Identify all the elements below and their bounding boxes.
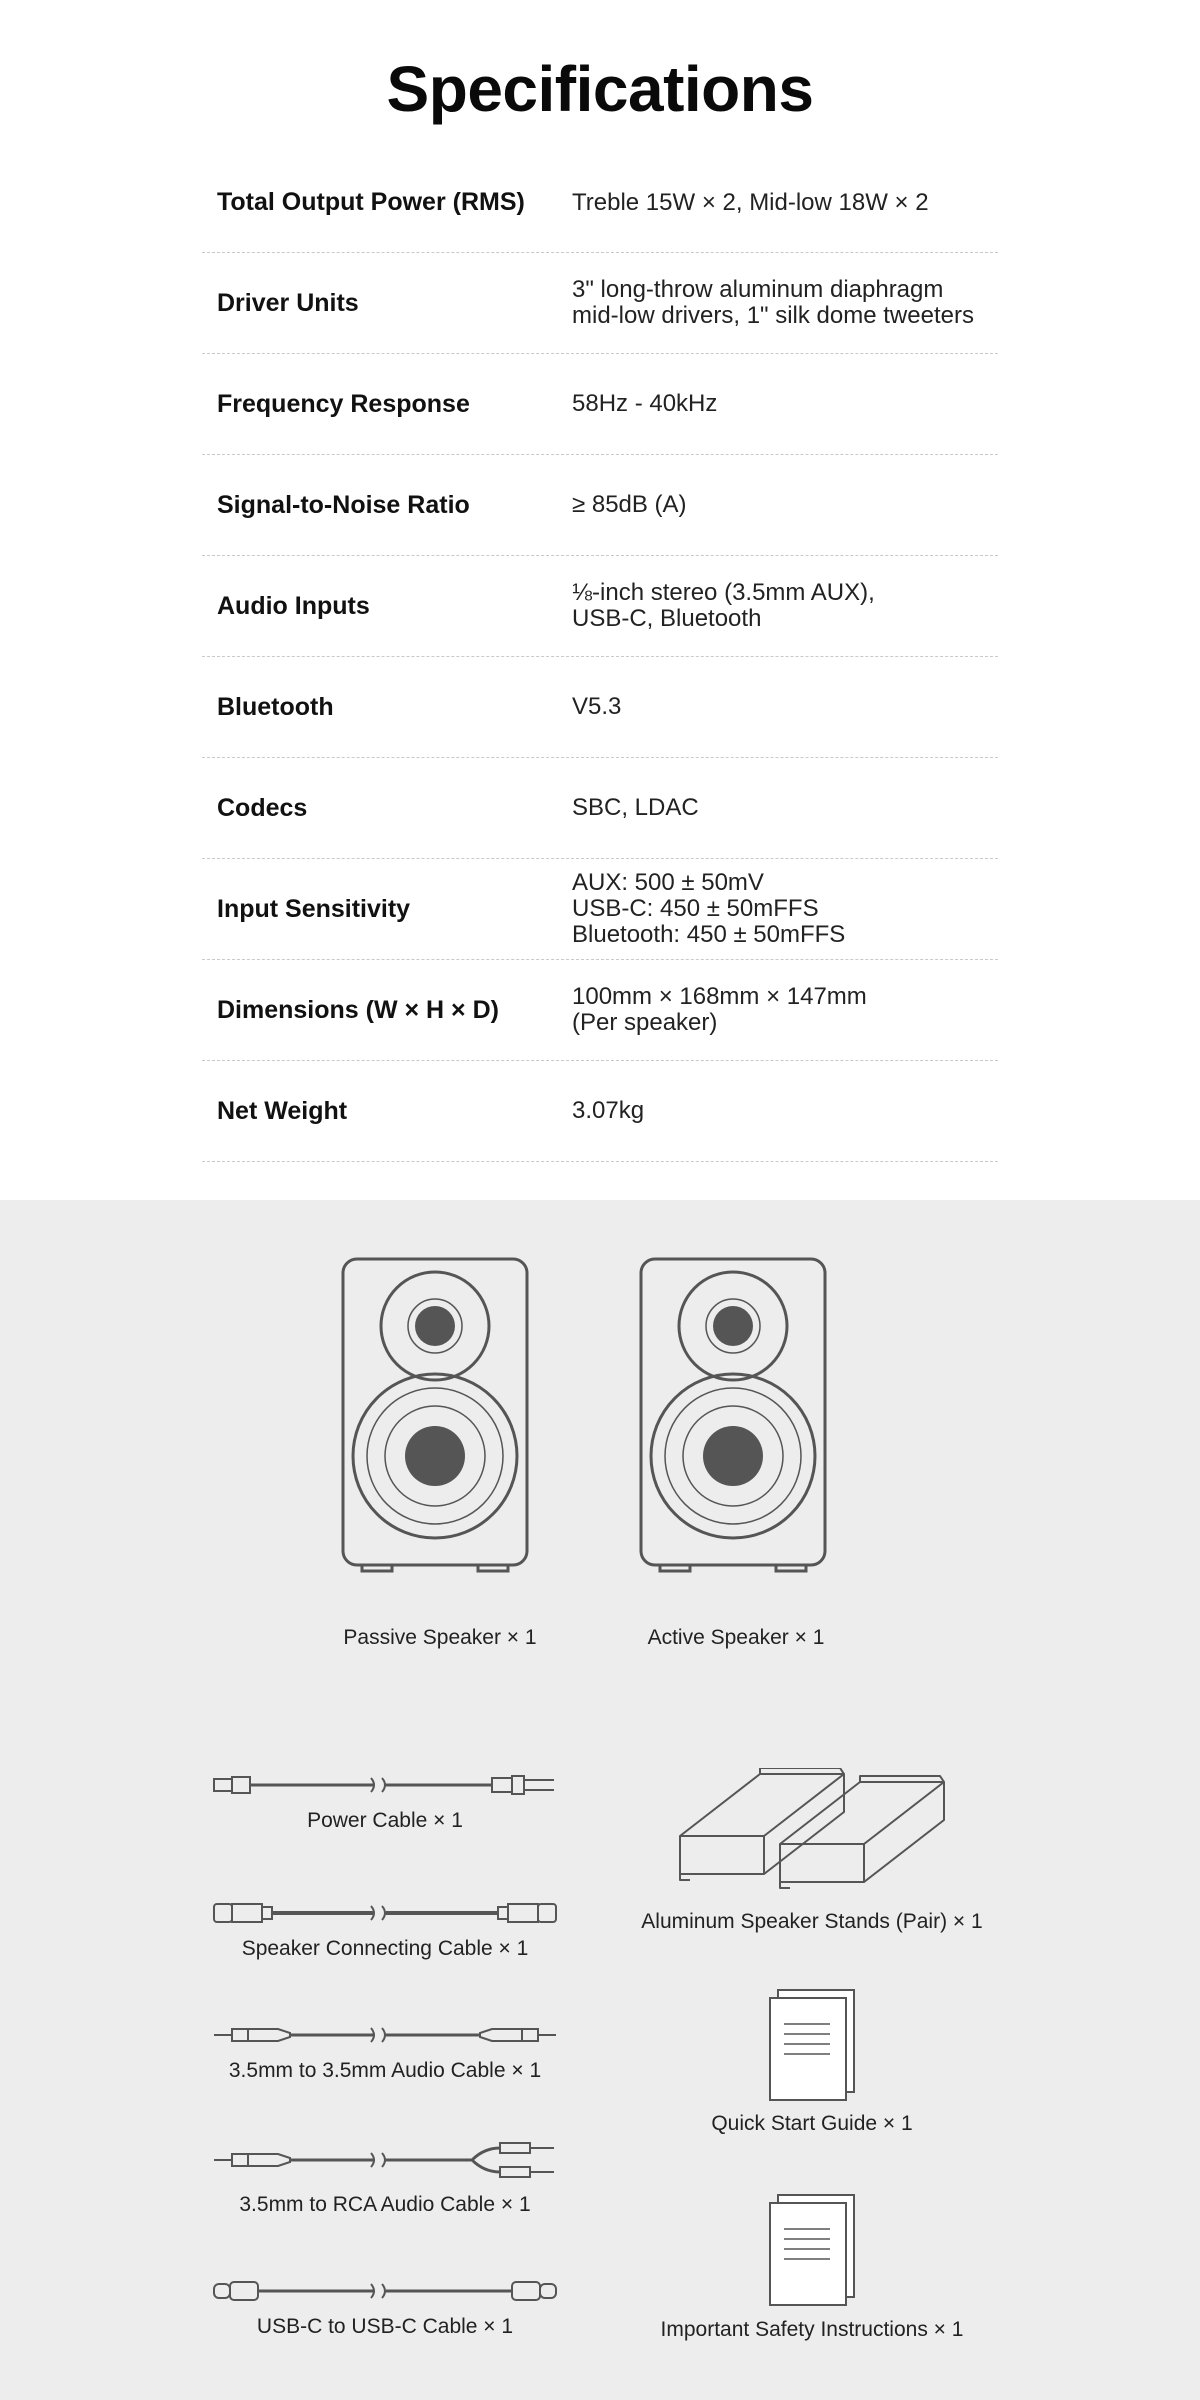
passive-speaker-icon	[340, 1256, 540, 1576]
page-title: Specifications	[386, 53, 814, 125]
speaker-cable-label: Speaker Connecting Cable × 1	[241, 1937, 529, 1960]
spec-value: Treble 15W × 2, Mid-low 18W × 2	[572, 188, 929, 216]
spec-label: Signal-to-Noise Ratio	[217, 490, 470, 519]
spec-label: Audio Inputs	[217, 591, 370, 620]
safety-instructions-icon	[768, 2193, 858, 2307]
spec-value: SBC, LDAC	[572, 794, 699, 821]
spec-value: ⅛-inch stereo (3.5mm AUX), USB-C, Bluetooth	[572, 579, 875, 632]
spec-value: ≥ 85dB (A)	[572, 491, 687, 518]
aux-cable-icon	[210, 2020, 560, 2050]
spec-row	[202, 859, 998, 960]
usbc-cable-label: USB-C to USB-C Cable × 1	[256, 2315, 514, 2338]
quick-start-label: Quick Start Guide × 1	[711, 2112, 913, 2135]
spec-table	[202, 153, 998, 1162]
usbc-cable-icon	[210, 2276, 560, 2306]
safety-label: Important Safety Instructions × 1	[660, 2318, 964, 2341]
speaker-cable-icon	[210, 1898, 560, 1928]
spec-value: 100mm × 168mm × 147mm (Per speaker)	[572, 983, 867, 1036]
aux-cable-label: 3.5mm to 3.5mm Audio Cable × 1	[228, 2059, 542, 2082]
spec-label: Codecs	[217, 793, 308, 822]
active-speaker-icon	[638, 1256, 838, 1576]
power-cable-label: Power Cable × 1	[307, 1809, 463, 1832]
spec-value: AUX: 500 ± 50mV USB-C: 450 ± 50mFFS Bluetooth: 450 ± 50mFFS	[572, 869, 846, 948]
spec-label: Dimensions (W × H × D)	[217, 995, 499, 1024]
spec-row	[202, 455, 998, 556]
rca-cable-icon	[210, 2140, 560, 2180]
speaker-stands-icon	[676, 1768, 952, 1900]
spec-label: Net Weight	[217, 1096, 348, 1125]
spec-value: 3.07kg	[572, 1097, 645, 1124]
rca-cable-label: 3.5mm to RCA Audio Cable × 1	[239, 2193, 531, 2216]
spec-row	[202, 1061, 998, 1162]
spec-label: Bluetooth	[217, 692, 334, 721]
spec-label: Driver Units	[217, 288, 359, 317]
quick-start-guide-icon	[768, 1988, 858, 2102]
spec-row	[202, 153, 998, 253]
box-contents-section	[0, 1200, 1200, 2400]
passive-speaker-label: Passive Speaker × 1	[343, 1626, 537, 1649]
spec-value: V5.3	[572, 693, 622, 720]
spec-value: 3" long-throw aluminum diaphragm mid-low drivers, 1" silk dome tweeters	[572, 276, 974, 329]
power-cable-icon	[210, 1770, 560, 1800]
active-speaker-label: Active Speaker × 1	[647, 1626, 825, 1649]
spec-label: Frequency Response	[217, 389, 470, 418]
spec-label: Input Sensitivity	[217, 894, 411, 923]
spec-value: 58Hz - 40kHz	[572, 390, 718, 417]
spec-row	[202, 354, 998, 455]
spec-row	[202, 758, 998, 859]
stands-label: Aluminum Speaker Stands (Pair) × 1	[641, 1910, 983, 1933]
spec-row	[202, 556, 998, 657]
spec-label: Total Output Power (RMS)	[217, 188, 525, 216]
spec-row	[202, 253, 998, 354]
spec-row	[202, 960, 998, 1061]
spec-row	[202, 657, 998, 758]
